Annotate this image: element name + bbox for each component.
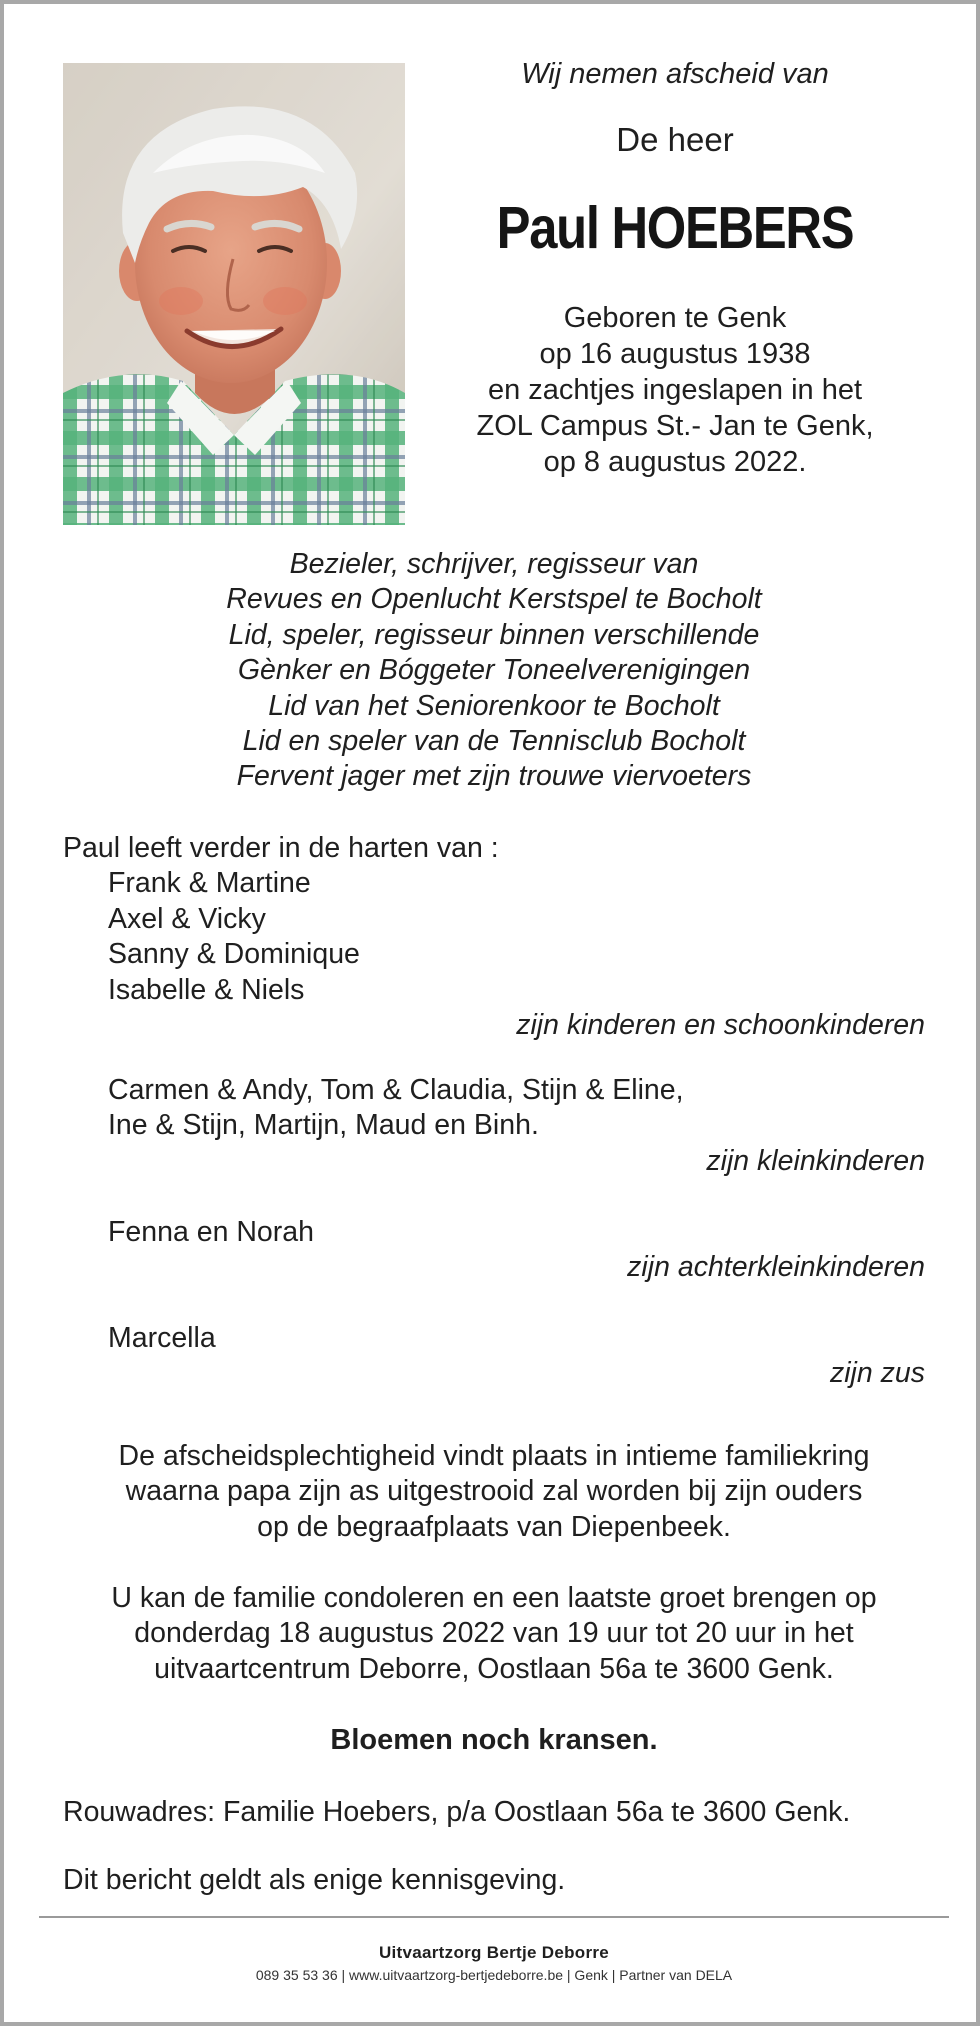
portrait-illustration (63, 63, 405, 525)
condolence-line: uitvaartcentrum Deborre, Oostlaan 56a te 3600 Genk. (154, 1652, 834, 1685)
family-member: Carmen & Andy, Tom & Claudia, Stijn & Eline, (108, 1074, 684, 1106)
ceremony-info (44, 1439, 944, 1545)
tribute-text (44, 547, 944, 795)
family-member: Isabelle & Niels (108, 973, 305, 1006)
tribute-line: Lid, speler, regisseur binnen verschillende (228, 618, 760, 651)
condolence-line: donderdag 18 augustus 2022 van 19 uur tot 20 uur in het (134, 1617, 854, 1650)
family-sister (63, 1321, 925, 1392)
funeral-home-name: Uitvaartzorg Bertje Deborre (378, 1943, 610, 1962)
relation-label: zijn kleinkinderen (706, 1144, 925, 1177)
life-line: en zachtjes ingeslapen in het (487, 374, 863, 406)
family-children (63, 831, 925, 1043)
deceased-name: Paul HOEBERS (496, 195, 854, 261)
condolence-line: U kan de familie condoleren en een laatste groet brengen op (111, 1582, 877, 1614)
family-intro: Paul leeft verder in de harten van : (63, 832, 499, 864)
tribute-line: Lid en speler van de Tennisclub Bocholt (242, 725, 746, 758)
honorific: De heer (616, 121, 734, 158)
intro-line: Wij nemen afscheid van (521, 58, 829, 90)
family-member: Axel & Vicky (108, 902, 266, 935)
family-great-grandchildren (63, 1215, 925, 1286)
birth-death-details (424, 300, 926, 480)
footer-divider (39, 1916, 949, 1918)
family-member: Fenna en Norah (108, 1216, 314, 1248)
tribute-line: Revues en Openlucht Kerstspel te Bocholt (226, 583, 762, 616)
life-line: op 16 augustus 1938 (539, 338, 811, 370)
tribute-line: Bezieler, schrijver, regisseur van (289, 548, 699, 580)
notice-statement: Dit bericht geldt als enige kennisgeving. (63, 1864, 566, 1896)
family-member: Frank & Martine (108, 867, 311, 900)
life-line: op 8 augustus 2022. (543, 446, 807, 478)
family-member: Ine & Stijn, Martijn, Maud en Binh. (108, 1109, 539, 1142)
family-grandchildren (63, 1073, 925, 1179)
mourning-address: Rouwadres: Familie Hoebers, p/a Oostlaan 56a te 3600 Genk. (63, 1796, 851, 1828)
ceremony-line: waarna papa zijn as uitgestrooid zal worden bij zijn ouders (125, 1475, 863, 1508)
life-line: Geboren te Genk (563, 302, 787, 334)
funeral-home-contact: 089 35 53 36 | www.uitvaartzorg-bertjedeborre.be | Genk | Partner van DELA (255, 1967, 733, 1983)
relation-label: zijn kinderen en schoonkinderen (516, 1009, 925, 1042)
ceremony-line: op de begraafplaats van Diepenbeek. (257, 1510, 731, 1543)
family-member: Marcella (108, 1322, 216, 1354)
family-member: Sanny & Dominique (108, 938, 360, 971)
condolence-info (44, 1581, 944, 1687)
tribute-line: Fervent jager met zijn trouwe viervoeters (236, 760, 752, 793)
life-line: ZOL Campus St.- Jan te Genk, (476, 410, 874, 442)
tribute-line: Gènker en Bóggeter Toneelverenigingen (237, 654, 751, 687)
flowers-note: Bloemen noch kransen. (330, 1724, 658, 1756)
relation-label: zijn zus (829, 1357, 925, 1390)
portrait-photo (63, 63, 405, 525)
ceremony-line: De afscheidsplechtigheid vindt plaats in intieme familiekring (118, 1440, 870, 1472)
tribute-line: Lid van het Seniorenkoor te Bocholt (268, 689, 720, 722)
relation-label: zijn achterkleinkinderen (627, 1251, 925, 1284)
